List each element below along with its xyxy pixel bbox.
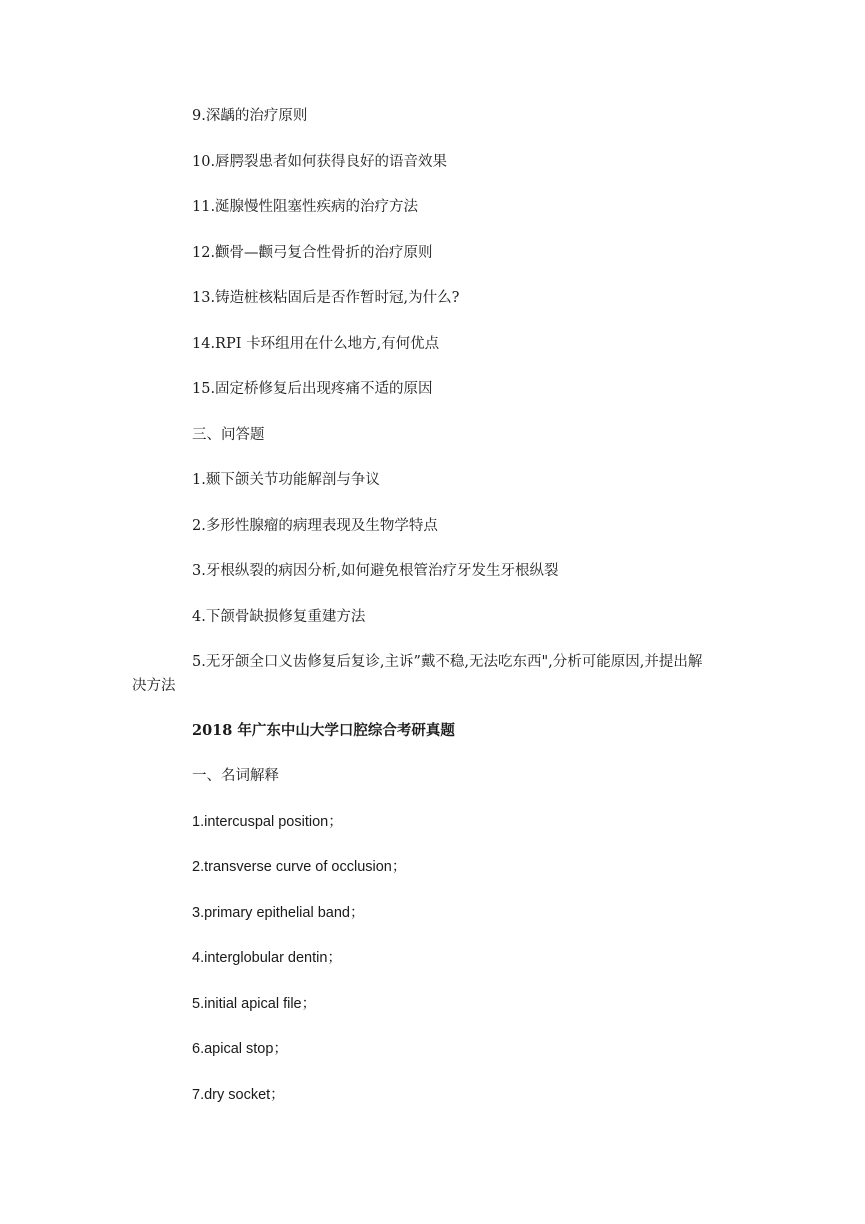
term-1: 1.intercuspal position； [192,814,343,830]
term-3: 3.primary epithelial band； [192,905,365,921]
section-three-title: 三、问答题 [192,427,265,443]
exam-2018-title: 2018 年广东中山大学口腔综合考研真题 [192,722,455,739]
question-12: 12.颧骨—颧弓复合性骨折的治疗原则 [192,245,433,261]
question-13: 13.铸造桩核粘固后是否作暂时冠,为什么? [192,290,460,306]
term-5: 5.initial apical file； [192,996,317,1012]
term-6: 6.apical stop； [192,1041,288,1057]
question-14: 14.RPI 卡环组用在什么地方,有何优点 [192,336,440,352]
essay-question-5-line1: 5.无牙颌全口义齿修复后复诊,主诉”戴不稳,无法吃东西",分析可能原因,并提出解 [192,654,703,670]
question-11: 11.涎腺慢性阻塞性疾病的治疗方法 [192,199,419,215]
section-one-title: 一、名词解释 [192,768,279,784]
question-15: 15.固定桥修复后出现疼痛不适的原因 [192,381,433,397]
essay-question-1: 1.颞下颌关节功能解剖与争议 [192,472,380,488]
term-7: 7.dry socket； [192,1087,285,1103]
question-9: 9.深龋的治疗原则 [192,108,308,124]
essay-question-2: 2.多形性腺瘤的病理表现及生物学特点 [192,518,438,534]
question-10: 10.唇腭裂患者如何获得良好的语音效果 [192,154,448,170]
essay-question-4: 4.下颌骨缺损修复重建方法 [192,609,366,625]
essay-question-5-line2: 决方法 [132,678,176,694]
essay-question-3: 3.牙根纵裂的病因分析,如何避免根管治疗牙发生牙根纵裂 [192,563,559,579]
term-2: 2.transverse curve of occlusion； [192,859,407,875]
term-4: 4.interglobular dentin； [192,950,342,966]
